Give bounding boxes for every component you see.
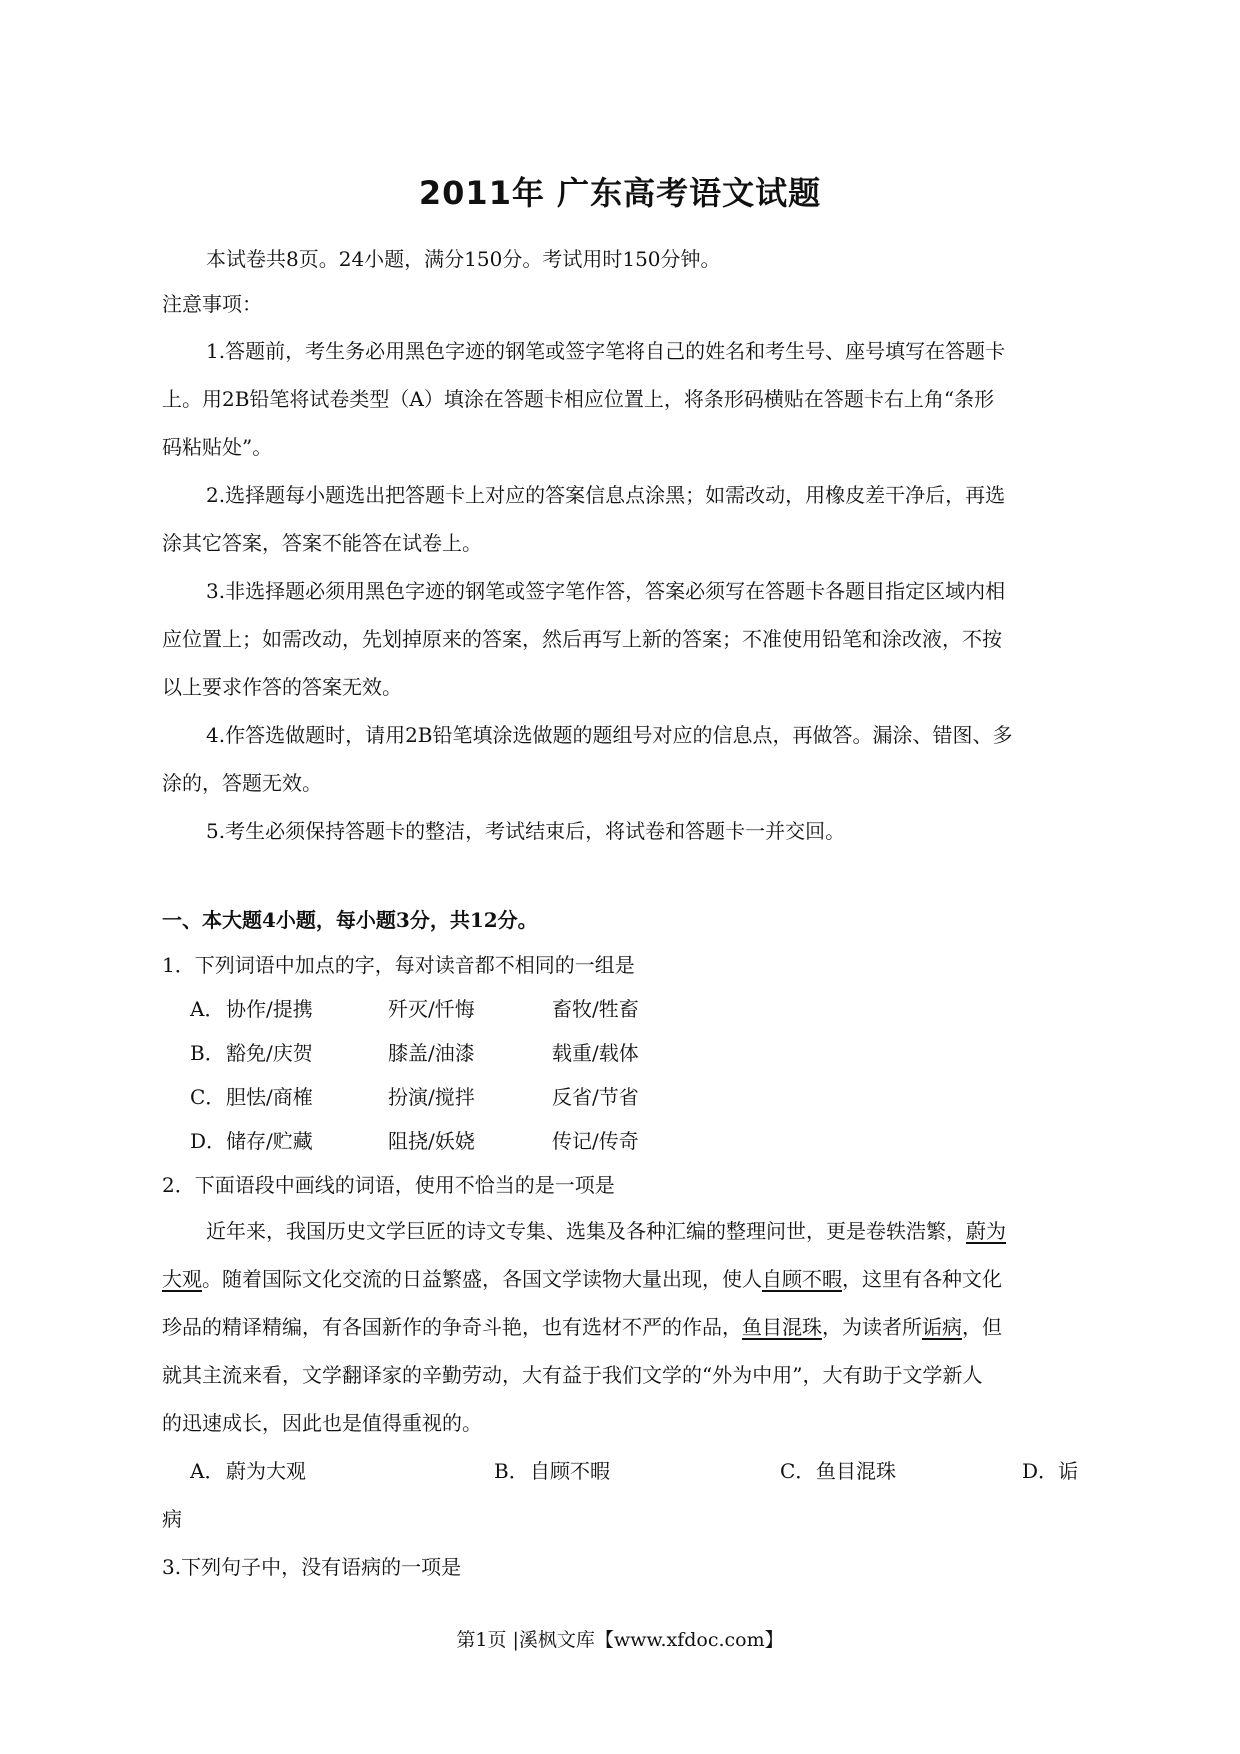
option-pair: 膝盖/油漆: [388, 1041, 475, 1065]
option-letter: D．: [190, 1129, 227, 1153]
note-3-line-1: 3.非选择题必须用黑色字迹的钢笔或签字笔作答，答案必须写在答题卡各题目指定区域内相: [206, 579, 1006, 603]
option-pair: 阻挠/妖娆: [388, 1129, 475, 1153]
underlined-term: 大观: [162, 1267, 202, 1291]
q3-stem: 3.下列句子中，没有语病的一项是: [162, 1555, 462, 1579]
q2-passage-line-4: 就其主流来看，文学翻译家的辛勤劳动，大有益于我们文学的“外为中用”，大有助于文学新人: [162, 1363, 983, 1387]
option-letter: C．: [780, 1459, 816, 1483]
q2-passage-line-2: 大观。随着国际文化交流的日益繁盛，各国文学读物大量出现，使人自顾不暇，这里有各种文化: [162, 1267, 1002, 1291]
note-1-line-3: 码粘贴处”。: [162, 435, 273, 459]
underlined-term: 诟病: [922, 1315, 962, 1339]
option-pair: 歼灭/忏悔: [388, 997, 475, 1021]
note-2-line-2: 涂其它答案，答案不能答在试卷上。: [162, 531, 482, 555]
q2-option-d-wrap: 病: [162, 1507, 182, 1531]
option-text: 自顾不暇: [530, 1459, 610, 1483]
option-text: 鱼目混珠: [816, 1459, 896, 1483]
option-pair: 传记/传奇: [552, 1129, 639, 1153]
option-letter: D．: [1022, 1459, 1059, 1483]
q1-stem: 1．下列词语中加点的字，每对读音都不相同的一组是: [162, 953, 635, 977]
option-pair: 协作/提携: [226, 997, 313, 1021]
option-pair: 豁免/庆贺: [226, 1041, 313, 1065]
option-letter: B．: [494, 1459, 529, 1483]
note-1-line-2: 上。用2B铅笔将试卷类型（A）填涂在答题卡相应位置上，将条形码横贴在答题卡右上角“条形: [162, 387, 995, 411]
note-1-line-1: 1.答题前，考生务必用黑色字迹的钢笔或签字笔将自己的姓名和考生号、座号填写在答题卡: [206, 339, 1006, 363]
option-pair: 扮演/搅拌: [388, 1085, 475, 1109]
option-text: 诟: [1058, 1459, 1078, 1483]
page-footer: 第1页 |溪枫文库【www.xfdoc.com】: [456, 1629, 784, 1651]
underlined-term: 自顾不暇: [762, 1267, 842, 1291]
q2-passage-line-3: 珍品的精译精编，有各国新作的争奇斗艳，也有选材不严的作品，鱼目混珠，为读者所诟病，但: [162, 1315, 1002, 1339]
option-letter: A．: [190, 997, 225, 1021]
page-title: 2011年 广东高考语文试题: [418, 174, 822, 212]
intro-text: 本试卷共8页。24小题，满分150分。考试用时150分钟。: [206, 247, 721, 271]
section-1-heading: 一、本大题4小题，每小题3分，共12分。: [162, 908, 538, 932]
q2-stem: 2．下面语段中画线的词语，使用不恰当的是一项是: [162, 1173, 615, 1197]
underlined-term: 蔚为: [966, 1219, 1006, 1243]
note-3-line-2: 应位置上；如需改动，先划掉原来的答案，然后再写上新的答案；不准使用铅笔和涂改液，不按: [162, 627, 1002, 651]
underlined-term: 鱼目混珠: [742, 1315, 822, 1339]
notice-heading: 注意事项：: [162, 292, 262, 316]
note-5-line-1: 5.考生必须保持答题卡的整洁，考试结束后，将试卷和答题卡一并交回。: [206, 819, 846, 843]
option-pair: 胆怯/商榷: [226, 1085, 313, 1109]
option-letter: B．: [190, 1041, 225, 1065]
note-4-line-2: 涂的，答题无效。: [162, 771, 322, 795]
option-letter: C．: [190, 1085, 226, 1109]
note-3-line-3: 以上要求作答的答案无效。: [162, 675, 402, 699]
note-2-line-1: 2.选择题每小题选出把答题卡上对应的答案信息点涂黑；如需改动，用橡皮差干净后，再选: [206, 483, 1006, 507]
option-pair: 载重/载体: [552, 1041, 639, 1065]
q2-passage-line-1: 近年来，我国历史文学巨匠的诗文专集、选集及各种汇编的整理问世，更是卷轶浩繁，蔚为: [206, 1219, 1006, 1243]
option-pair: 畜牧/牲畜: [552, 997, 639, 1021]
option-pair: 储存/贮藏: [226, 1129, 313, 1153]
q2-passage-line-5: 的迅速成长，因此也是值得重视的。: [162, 1411, 482, 1435]
option-letter: A．: [190, 1459, 225, 1483]
option-pair: 反省/节省: [552, 1085, 639, 1109]
note-4-line-1: 4.作答选做题时，请用2B铅笔填涂选做题的题组号对应的信息点，再做答。漏涂、错图、多: [206, 723, 1013, 747]
option-text: 蔚为大观: [226, 1459, 306, 1483]
